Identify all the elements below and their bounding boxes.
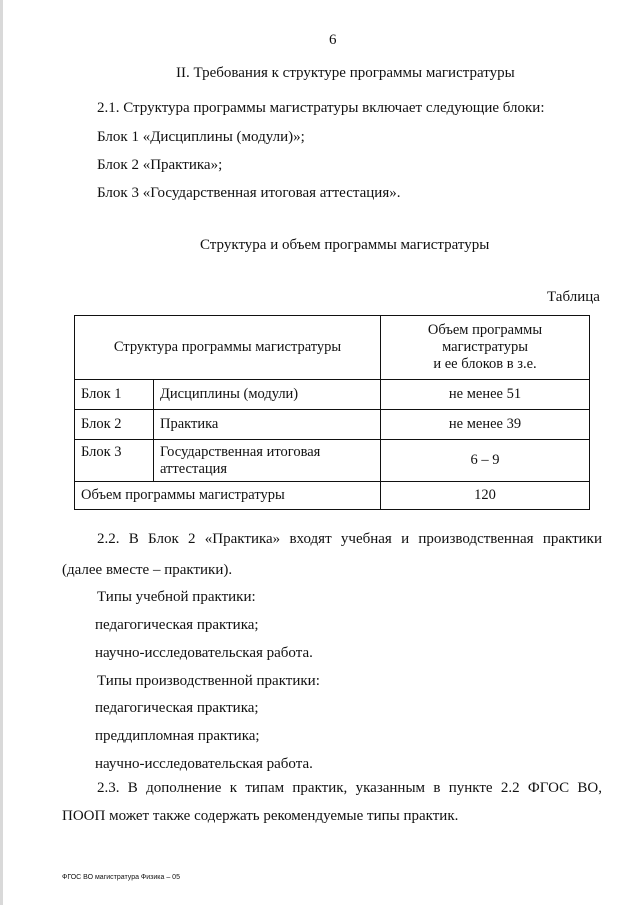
- name-cell: [154, 440, 381, 482]
- structure-table: [74, 315, 590, 510]
- table-row: [75, 440, 590, 482]
- name-cell: Практика: [154, 410, 381, 440]
- table-row: [75, 410, 590, 440]
- block-cell: Блок 2: [75, 410, 154, 440]
- paragraph-2-2-line1: 2.2. В Блок 2 «Практика» входят учебная и производственная практики: [97, 531, 602, 547]
- scan-edge: [0, 0, 3, 905]
- total-value: 120: [381, 482, 590, 510]
- block-cell: Блок 1: [75, 380, 154, 410]
- header-volume: [381, 316, 590, 380]
- volume-cell: не менее 39: [381, 410, 590, 440]
- block-cell: Блок 3: [75, 440, 154, 482]
- name-cell: Дисциплины (модули): [154, 380, 381, 410]
- footer: ФГОС ВО магистратура Физика – 05: [62, 874, 180, 881]
- table-title: Структура и объем программы магистратуры: [200, 237, 490, 253]
- header-volume-line: магистратуры: [442, 339, 528, 355]
- block-list-item: Блок 1 «Дисциплины (модули)»;: [97, 129, 305, 145]
- paragraph-2-2-line2: (далее вместе – практики).: [62, 562, 233, 578]
- list-item: педагогическая практика;: [95, 617, 259, 633]
- volume-cell: не менее 51: [381, 380, 590, 410]
- name-line: аттестация: [160, 460, 228, 477]
- table-total-row: [75, 482, 590, 510]
- list-item: преддипломная практика;: [95, 728, 260, 744]
- header-volume-line: и ее блоков в з.е.: [433, 356, 537, 372]
- list-item: научно-исследовательская работа.: [95, 645, 313, 661]
- production-types-title: Типы производственной практики:: [97, 673, 320, 689]
- volume-cell: 6 – 9: [381, 440, 590, 482]
- table-header-row: [75, 316, 590, 380]
- block-list-item: Блок 2 «Практика»;: [97, 157, 223, 173]
- table-row: [75, 380, 590, 410]
- study-types-title: Типы учебной практики:: [97, 589, 256, 605]
- header-structure: Структура программы магистратуры: [75, 316, 381, 380]
- page-number: 6: [329, 32, 337, 48]
- list-item: научно-исследовательская работа.: [95, 756, 313, 772]
- total-label: Объем программы магистратуры: [75, 482, 381, 510]
- block-list-item: Блок 3 «Государственная итоговая аттестация».: [97, 185, 401, 201]
- paragraph-2-1: 2.1. Структура программы магистратуры включает следующие блоки:: [97, 100, 545, 116]
- section-title: II. Требования к структуре программы магистратуры: [176, 65, 515, 81]
- paragraph-2-3-line1: 2.3. В дополнение к типам практик, указанным в пункте 2.2 ФГОС ВО,: [97, 780, 602, 796]
- name-line: Государственная итоговая: [160, 443, 321, 460]
- table-label: Таблица: [547, 289, 600, 305]
- header-volume-line: Объем программы: [427, 322, 543, 338]
- paragraph-2-3-line2: ПООП может также содержать рекомендуемые типы практик.: [62, 808, 459, 824]
- list-item: педагогическая практика;: [95, 700, 259, 716]
